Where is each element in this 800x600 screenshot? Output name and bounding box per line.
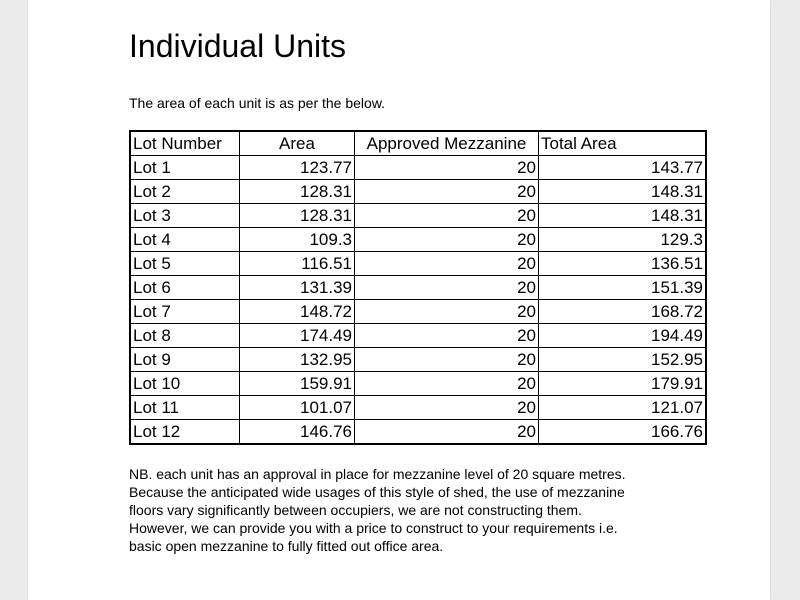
cell-total-area: 179.91 [539, 372, 707, 396]
cell-lot-number: Lot 11 [130, 396, 240, 420]
cell-total-area: 151.39 [539, 276, 707, 300]
mezzanine-note [129, 465, 729, 555]
cell-lot-number: Lot 4 [130, 228, 240, 252]
table-body [130, 156, 706, 445]
header-lot-number: Lot Number [130, 131, 240, 156]
cell-total-area: 152.95 [539, 348, 707, 372]
table-row [130, 324, 706, 348]
page-title: Individual Units [129, 28, 346, 64]
cell-approved-mezzanine: 20 [355, 276, 539, 300]
cell-area: 159.91 [240, 372, 355, 396]
cell-lot-number: Lot 3 [130, 204, 240, 228]
cell-approved-mezzanine: 20 [355, 348, 539, 372]
cell-total-area: 136.51 [539, 252, 707, 276]
cell-area: 101.07 [240, 396, 355, 420]
cell-approved-mezzanine: 20 [355, 180, 539, 204]
cell-lot-number: Lot 1 [130, 156, 240, 180]
table-row [130, 204, 706, 228]
table-row [130, 372, 706, 396]
cell-lot-number: Lot 2 [130, 180, 240, 204]
table-row [130, 348, 706, 372]
note-line: NB. each unit has an approval in place for mezzanine level of 20 square metres. [129, 466, 626, 482]
cell-area: 131.39 [240, 276, 355, 300]
cell-total-area: 121.07 [539, 396, 707, 420]
cell-area: 128.31 [240, 204, 355, 228]
cell-lot-number: Lot 12 [130, 420, 240, 445]
cell-area: 148.72 [240, 300, 355, 324]
note-line: Because the anticipated wide usages of this style of shed, the use of mezzanine [129, 484, 625, 500]
table-row [130, 396, 706, 420]
cell-total-area: 194.49 [539, 324, 707, 348]
header-approved-mezzanine: Approved Mezzanine [355, 131, 539, 156]
cell-total-area: 148.31 [539, 180, 707, 204]
cell-lot-number: Lot 6 [130, 276, 240, 300]
cell-lot-number: Lot 9 [130, 348, 240, 372]
cell-approved-mezzanine: 20 [355, 372, 539, 396]
table-row [130, 300, 706, 324]
cell-approved-mezzanine: 20 [355, 324, 539, 348]
cell-total-area: 168.72 [539, 300, 707, 324]
table-row [130, 420, 706, 445]
cell-area: 123.77 [240, 156, 355, 180]
cell-area: 128.31 [240, 180, 355, 204]
cell-area: 146.76 [240, 420, 355, 445]
table-row [130, 276, 706, 300]
cell-approved-mezzanine: 20 [355, 252, 539, 276]
note-line: basic open mezzanine to fully fitted out office area. [129, 538, 444, 554]
cell-approved-mezzanine: 20 [355, 204, 539, 228]
note-line: floors vary significantly between occupiers, we are not constructing them. [129, 502, 582, 518]
cell-total-area: 129.3 [539, 228, 707, 252]
cell-lot-number: Lot 10 [130, 372, 240, 396]
cell-total-area: 148.31 [539, 204, 707, 228]
cell-lot-number: Lot 8 [130, 324, 240, 348]
intro-text: The area of each unit is as per the below. [129, 95, 386, 111]
cell-total-area: 143.77 [539, 156, 707, 180]
cell-lot-number: Lot 7 [130, 300, 240, 324]
cell-approved-mezzanine: 20 [355, 156, 539, 180]
cell-lot-number: Lot 5 [130, 252, 240, 276]
header-total-area: Total Area [539, 131, 707, 156]
cell-area: 109.3 [240, 228, 355, 252]
header-area: Area [240, 131, 355, 156]
cell-approved-mezzanine: 20 [355, 300, 539, 324]
cell-approved-mezzanine: 20 [355, 396, 539, 420]
cell-area: 174.49 [240, 324, 355, 348]
document-page [28, 0, 770, 600]
table-row [130, 228, 706, 252]
units-table [129, 130, 707, 445]
cell-area: 132.95 [240, 348, 355, 372]
cell-approved-mezzanine: 20 [355, 228, 539, 252]
cell-area: 116.51 [240, 252, 355, 276]
table-row [130, 180, 706, 204]
cell-total-area: 166.76 [539, 420, 707, 445]
table-header-row [130, 131, 706, 156]
note-line: However, we can provide you with a price to construct to your requirements i.e. [129, 520, 618, 536]
cell-approved-mezzanine: 20 [355, 420, 539, 445]
table-row [130, 252, 706, 276]
table-row [130, 156, 706, 180]
